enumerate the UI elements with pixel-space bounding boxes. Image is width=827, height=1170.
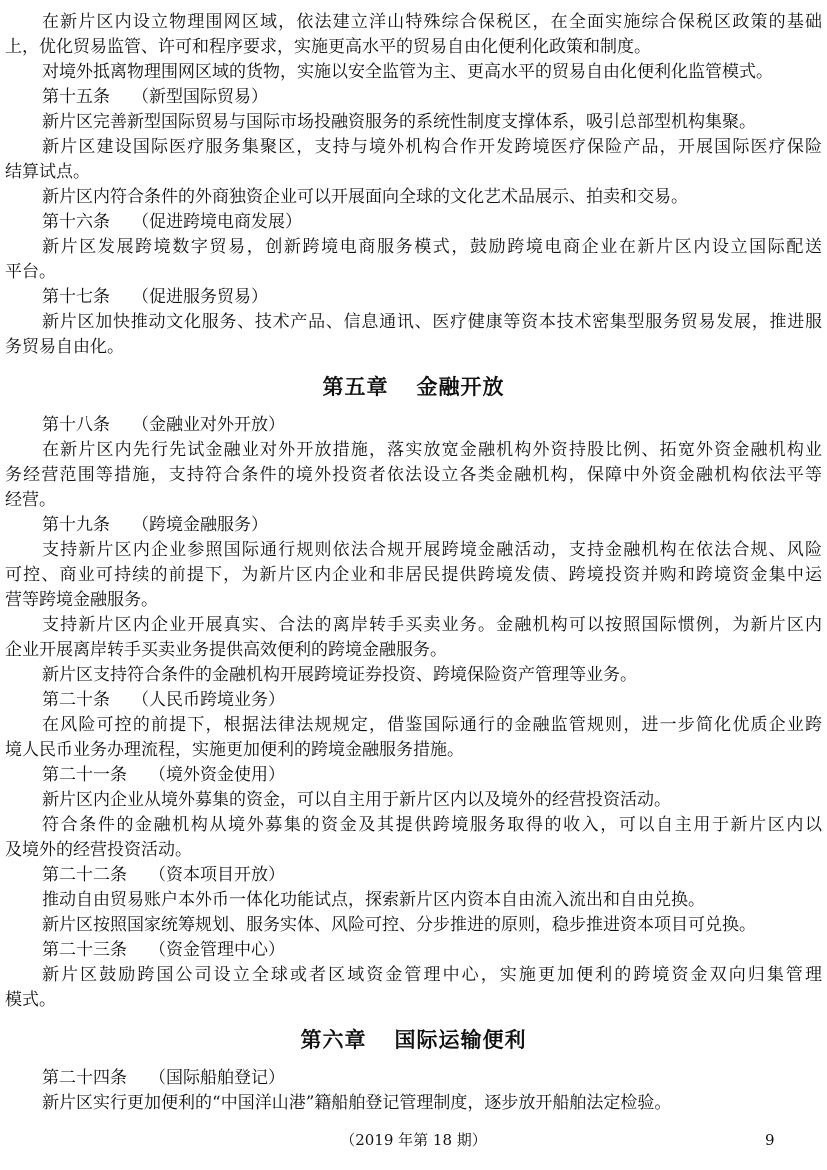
text-line: 境人民币业务办理流程，实施更加便利的跨境金融服务措施。 — [5, 740, 464, 760]
article-number: 第十九条 — [42, 515, 110, 535]
paragraph — [5, 185, 822, 210]
text-line: 及境外的经营投资活动。 — [5, 840, 192, 860]
text-line: 可控、商业可持续的前提下，为新片区内企业和非居民提供跨境发债、跨境投资并购和跨境资金集中运 — [5, 565, 822, 585]
paragraph — [5, 963, 822, 1013]
paragraph — [5, 713, 822, 763]
text-line: 对境外抵离物理围网区域的货物，实施以安全监管为主、更高水平的贸易自由化便利化监管模式。 — [42, 62, 773, 82]
chapter-heading — [5, 1013, 822, 1066]
article-title: （人民币跨境业务） — [132, 690, 285, 710]
text-line: 新片区加快推动文化服务、技术产品、信息通讯、医疗健康等资本技术密集型服务贸易发展，推进服 — [42, 312, 822, 332]
article-title: （新型国际贸易） — [132, 87, 268, 107]
text-line: 新片区建设国际医疗服务集聚区，支持与境外机构合作开发跨境医疗保险产品，开展国际医疗保险 — [42, 137, 822, 157]
text-line: 在新片区内设立物理围网区域，依法建立洋山特殊综合保税区，在全面实施综合保税区政策的基础 — [42, 12, 822, 32]
article-number: 第二十条 — [42, 690, 110, 710]
article-number: 第十五条 — [42, 87, 110, 107]
text-line: 务经营范围等措施，支持符合条件的境外投资者依法设立各类金融机构，保障中外资金融机构依法平等 — [5, 465, 822, 485]
text-line: 营等跨境金融服务。 — [5, 590, 158, 610]
article-heading — [5, 285, 822, 310]
text-line: 新片区发展跨境数字贸易，创新跨境电商服务模式，鼓励跨境电商企业在新片区内设立国际配送 — [42, 237, 822, 257]
paragraph — [5, 1091, 822, 1116]
article-title: （国际船舶登记） — [149, 1068, 285, 1088]
text-line: 支持新片区内企业开展真实、合法的离岸转手买卖业务。金融机构可以按照国际惯例，为新片区内 — [42, 615, 822, 635]
text-line: 推动自由贸易账户本外币一体化功能试点，探索新片区内资本自由流入流出和自由兑换。 — [42, 890, 705, 910]
text-line: 新片区实行更加便利的“中国洋山港”籍船舶登记管理制度，逐步放开船舶法定检验。 — [42, 1093, 672, 1113]
text-line: 平台。 — [5, 262, 56, 282]
article-number: 第二十二条 — [42, 865, 127, 885]
paragraph — [5, 310, 822, 360]
paragraph — [5, 110, 822, 135]
paragraph — [5, 235, 822, 285]
article-heading — [5, 1066, 822, 1091]
article-number: 第十六条 — [42, 212, 110, 232]
page-number: 9 — [765, 1131, 775, 1149]
paragraph — [5, 888, 822, 913]
issue-label: （2019 年第 18 期） — [340, 1131, 487, 1149]
text-line: 新片区完善新型国际贸易与国际市场投融资服务的系统性制度支撑体系，吸引总部型机构集聚。 — [42, 112, 756, 132]
chapter-heading — [5, 360, 822, 413]
article-number: 第十八条 — [42, 415, 110, 435]
text-line: 新片区内符合条件的外商独资企业可以开展面向全球的文化艺术品展示、拍卖和交易。 — [42, 187, 688, 207]
article-heading — [5, 513, 822, 538]
article-heading — [5, 688, 822, 713]
article-number: 第十七条 — [42, 287, 110, 307]
text-line: 经营。 — [5, 490, 56, 510]
article-title: （促进服务贸易） — [132, 287, 268, 307]
article-title: （跨境金融服务） — [132, 515, 268, 535]
text-line: 支持新片区内企业参照国际通行规则依法合规开展跨境金融活动，支持金融机构在依法合规、风险 — [42, 540, 822, 560]
text-line: 上，优化贸易监管、许可和程序要求，实施更高水平的贸易自由化便利化政策和制度。 — [5, 37, 651, 57]
article-title: （金融业对外开放） — [132, 415, 285, 435]
text-line: 符合条件的金融机构从境外募集的资金及其提供跨境服务取得的收入，可以自主用于新片区内以 — [42, 815, 822, 835]
text-line: 新片区支持符合条件的金融机构开展跨境证券投资、跨境保险资产管理等业务。 — [42, 665, 637, 685]
paragraph — [5, 913, 822, 938]
paragraph — [5, 10, 822, 60]
text-line: 新片区内企业从境外募集的资金，可以自主用于新片区内以及境外的经营投资活动。 — [42, 790, 671, 810]
chapter-number: 第六章 — [300, 1027, 367, 1052]
text-line: 模式。 — [5, 990, 56, 1010]
paragraph — [5, 788, 822, 813]
page-footer — [0, 1128, 827, 1153]
article-heading — [5, 863, 822, 888]
paragraph — [5, 613, 822, 663]
article-title: （促进跨境电商发展） — [132, 212, 302, 232]
article-title: （资本项目开放） — [149, 865, 285, 885]
article-title: （资金管理中心） — [149, 940, 285, 960]
article-number: 第二十四条 — [42, 1068, 127, 1088]
paragraph — [5, 60, 822, 85]
text-line: 务贸易自由化。 — [5, 337, 124, 357]
paragraph — [5, 663, 822, 688]
article-heading — [5, 938, 822, 963]
article-number: 第二十一条 — [42, 765, 127, 785]
article-heading — [5, 210, 822, 235]
chapter-title: 金融开放 — [416, 374, 505, 399]
document-body — [5, 10, 822, 1116]
chapter-title: 国际运输便利 — [394, 1027, 527, 1052]
paragraph — [5, 135, 822, 185]
article-heading — [5, 413, 822, 438]
text-line: 企业开展离岸转手买卖业务提供高效便利的跨境金融服务。 — [5, 640, 447, 660]
text-line: 结算试点。 — [5, 162, 90, 182]
paragraph — [5, 538, 822, 613]
text-line: 新片区鼓励跨国公司设立全球或者区域资金管理中心，实施更加便利的跨境资金双向归集管理 — [42, 965, 822, 985]
paragraph — [5, 438, 822, 513]
article-number: 第二十三条 — [42, 940, 127, 960]
text-line: 在新片区内先行先试金融业对外开放措施，落实放宽金融机构外资持股比例、拓宽外资金融机构业 — [42, 440, 822, 460]
article-title: （境外资金使用） — [149, 765, 285, 785]
text-line: 新片区按照国家统筹规划、服务实体、风险可控、分步推进的原则，稳步推进资本项目可兑换。 — [42, 915, 756, 935]
chapter-number: 第五章 — [322, 374, 389, 399]
article-heading — [5, 763, 822, 788]
article-heading — [5, 85, 822, 110]
text-line: 在风险可控的前提下，根据法律法规规定，借鉴国际通行的金融监管规则，进一步简化优质企业跨 — [42, 715, 822, 735]
paragraph — [5, 813, 822, 863]
